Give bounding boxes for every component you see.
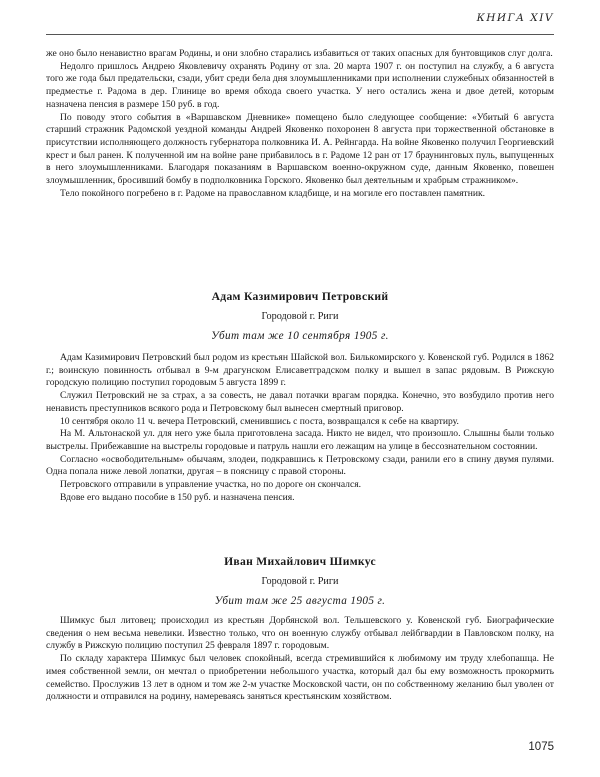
section-heading-petrovsky: [46, 290, 554, 343]
paragraph: Адам Казимирович Петровский был родом из крестьян Шайской вол. Билькомирского у. Ковенской губ. Родился в 1862 г.; воинскую повинность отбывал в 9-м драгунском Елисаветградском полку и вышел в запас рядовым. В Рижскую городскую полицию поступил городовым 5 августа 1899 г.: [46, 352, 554, 389]
person-name: Адам Казимирович Петровский: [211, 290, 389, 303]
running-header: [46, 12, 554, 48]
book-title: КНИГА XIV: [476, 12, 554, 24]
paragraph: Шимкус был литовец; происходил из крестьян Дорбянской вол. Тельшевского у. Ковенской губ. Биографические сведения о нем весьма невелики. Известно только, что он военную службу отбывал лейбгвардии в Павловском полку, на службу в Рижскую полицию поступил 25 февраля 1897 г. городовым.: [46, 615, 554, 652]
header-rule: [46, 34, 554, 35]
page-number: 1075: [528, 741, 554, 753]
person-name: Иван Михайлович Шимкус: [224, 555, 376, 568]
paragraph: Вдове его выдано пособие в 150 руб. и назначена пенсия.: [60, 491, 295, 503]
shimkus-text-block: [46, 615, 554, 704]
death-date: Убит там же 10 сентября 1905 г.: [211, 330, 389, 342]
person-title: Городовой г. Риги: [261, 576, 339, 587]
paragraph: Петровского отправили в управление участка, но по дороге он скончался.: [60, 479, 362, 491]
paragraph: Согласно «освободительным» обычаям, злодеи, подкравшись к Петровскому сзади, ранили его в спину двумя пулями. Одна попала ниже левой лопатки, другая – в поясницу с правой стороны.: [46, 453, 554, 478]
paragraph: же оно было ненавистно врагам Родины, и они злобно старались избавиться от таких опасных для бунтовщиков слуг долга.: [46, 48, 553, 59]
petrovsky-text-block: [46, 352, 554, 504]
paragraph: На М. Альтонаской ул. для него уже была приготовлена засада. Никто не видел, что произошло. Слышны были только выстрелы. Прибежавшие на выстрелы городовые и патруль нашли его лежащим на улице в бессознательном состоянии.: [46, 428, 554, 452]
paragraph: 10 сентября около 11 ч. вечера Петровский, сменившись с поста, возвращался к себе на квартиру.: [60, 415, 459, 427]
paragraph: Тело покойного погребено в г. Радоме на православном кладбище, и на могиле его поставлен памятник.: [60, 187, 486, 199]
paragraph: По складу характера Шимкус был человек спокойный, всегда стремившийся к любимому им труду хлебопашца. Не имея собственной земли, он мечтал о приобретении небольшого участка, который дал бы ему возможность прокормить семейство. Прослужив 13 лет в одном и том же 2-м участке Московской части, он по собственному желанию был уволен от должности и отправился на родину, намереваясь заняться крестьянским хозяйством.: [46, 653, 554, 703]
section-heading-shimkus: [46, 555, 554, 608]
paragraph: По поводу этого события в «Варшавском Дневнике» помещено было следующее сообщение: «Убитый 6 августа старший стражник Радомской уездной команды Андрей Яковенко похоронен 8 августа при торжественной обстановке в присутствии исполняющего должность губернатора полковника И. А. Рейнгарда. На войне Яковенко получил Георгиевский крест и был ранен. К полученной им на войне ране прибавилось в г. Радоме 12 ран от 17 браунинговых пуль, выпущенных в него злоумышленниками. Благодаря показаниям в Варшавском военно-окружном суде, данным Яковенко, повешен злоумышленник, бросивший бомбу в подполковника Горского. Яковенко был деятельным и храбрым стражником».: [46, 111, 554, 187]
paragraph: Недолго пришлось Андрею Яковлевичу охранять Родину от зла. 20 марта 1907 г. он поступил на службу, а 6 августа того же года был предательски, сзади, убит среди бела дня злоумышленниками при исполнении служебных обязанностей в предместье г. Радома в дер. Глинице во время обхода своего участка. У него остались жена и двое детей, которым назначена пенсия в размере 150 руб. в год.: [46, 60, 554, 110]
person-title: Городовой г. Риги: [261, 311, 339, 322]
paragraph: Служил Петровский не за страх, а за совесть, не давал потачки врагам порядка. Конечно, это возбудило против него ненависть преступников всякого рода и Петровскому был вынесен смертный приговор.: [46, 390, 554, 414]
intro-text-block: [46, 48, 554, 200]
death-date: Убит там же 25 августа 1905 г.: [214, 595, 386, 607]
